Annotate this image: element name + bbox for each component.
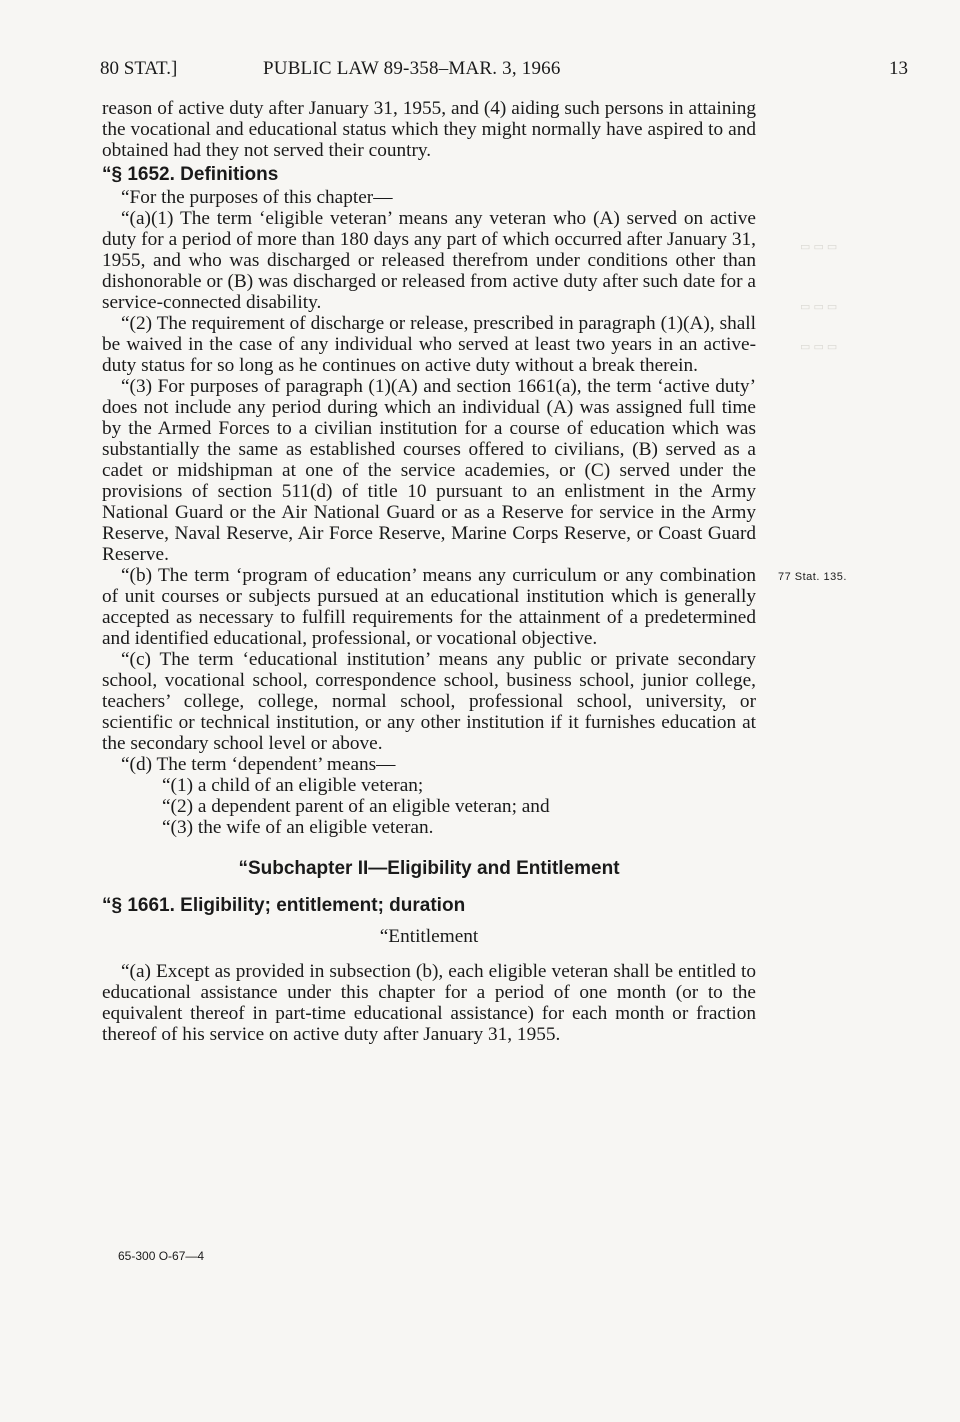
section-heading-1652: “§ 1652. Definitions [102,164,279,185]
paragraph-reason: reason of active duty after January 31, 1955, and (4) aiding such persons in attaining the vocational and educational status which they might normally have aspired to and obtained had they not served their country. [102,98,756,161]
footer-print-code: 65-300 O-67—4 [118,1249,205,1263]
paragraph-1661-a: “(a) Except as provided in subsection (b), each eligible veteran shall be entitled to educational assistance under this chapter for a period of one month (or to the equivalent thereof in part-time educational assistance) for each month or fraction thereof of his service on active duty after January 31, 1955. [102,961,756,1045]
entitlement-heading: “Entitlement [379,926,479,947]
bleed-through-mark: ▭ ▭ ▭ [800,301,838,313]
page-header [100,58,908,82]
page-number: 13 [889,58,908,79]
paragraph-d3: “(3) the wife of an eligible veteran. [162,817,434,838]
paragraph-d: “(d) The term ‘dependent’ means— [121,754,396,775]
bleed-through-mark: ▭ ▭ ▭ [800,241,838,253]
bleed-through-mark: ▭ ▭ ▭ [800,341,838,353]
subchapter-heading: “Subchapter II—Eligibility and Entitlement [238,858,620,879]
paragraph-d2: “(2) a dependent parent of an eligible veteran; and [162,796,550,817]
margin-citation: 77 Stat. 135. [778,571,847,583]
header-title: PUBLIC LAW 89-358–MAR. 3, 1966 [263,58,561,79]
paragraph-for-purposes: “For the purposes of this chapter— [121,187,393,208]
paragraph-d1: “(1) a child of an eligible veteran; [162,775,424,796]
paragraph-a2: “(2) The requirement of discharge or release, prescribed in paragraph (1)(A), shall be waived in the case of any individual who served at least two years in an active-duty status for so long as he continues on active duty without a break therein. [102,313,756,376]
paragraph-b: “(b) The term ‘program of education’ means any curriculum or any combination of unit courses or subjects pursued at an educational institution which is generally accepted as necessary to fulfill requirements for the attainment of a predetermined and identified educational, professional, or vocational objective. [102,565,756,649]
paragraph-a3: “(3) For purposes of paragraph (1)(A) and section 1661(a), the term ‘active duty’ does not include any period during which an individual (A) was assigned full time by the Armed Forces to a civilian institution for a course of education which was substantially the same as established courses offered to civilians, (B) served as a cadet or midshipman at one of the service academies, or (C) served under the provisions of section 511(d) of title 10 pursuant to an enlistment in the Army National Guard or the Air National Guard or as a Reserve for service in the Army Reserve, Naval Reserve, Air Force Reserve, Marine Corps Reserve, or Coast Guard Reserve. [102,376,756,565]
paragraph-c: “(c) The term ‘educational institution’ means any public or private secondary school, vocational school, correspondence school, business school, junior college, teachers’ college, college, normal school, professional school, university, or scientific or technical institution, or any other institution if it furnishes education at the secondary school level or above. [102,649,756,754]
section-heading-1661: “§ 1661. Eligibility; entitlement; duration [102,895,466,916]
header-stat-reference: 80 STAT.] [100,58,178,79]
paragraph-a1: “(a)(1) The term ‘eligible veteran’ means any veteran who (A) served on active duty for a period of more than 180 days any part of which occurred after January 31, 1955, and who was discharged or released therefrom under conditions other than dishonorable or (B) was discharged or released from active duty after such date for a service-connected disability. [102,208,756,313]
document-body [102,98,756,1045]
